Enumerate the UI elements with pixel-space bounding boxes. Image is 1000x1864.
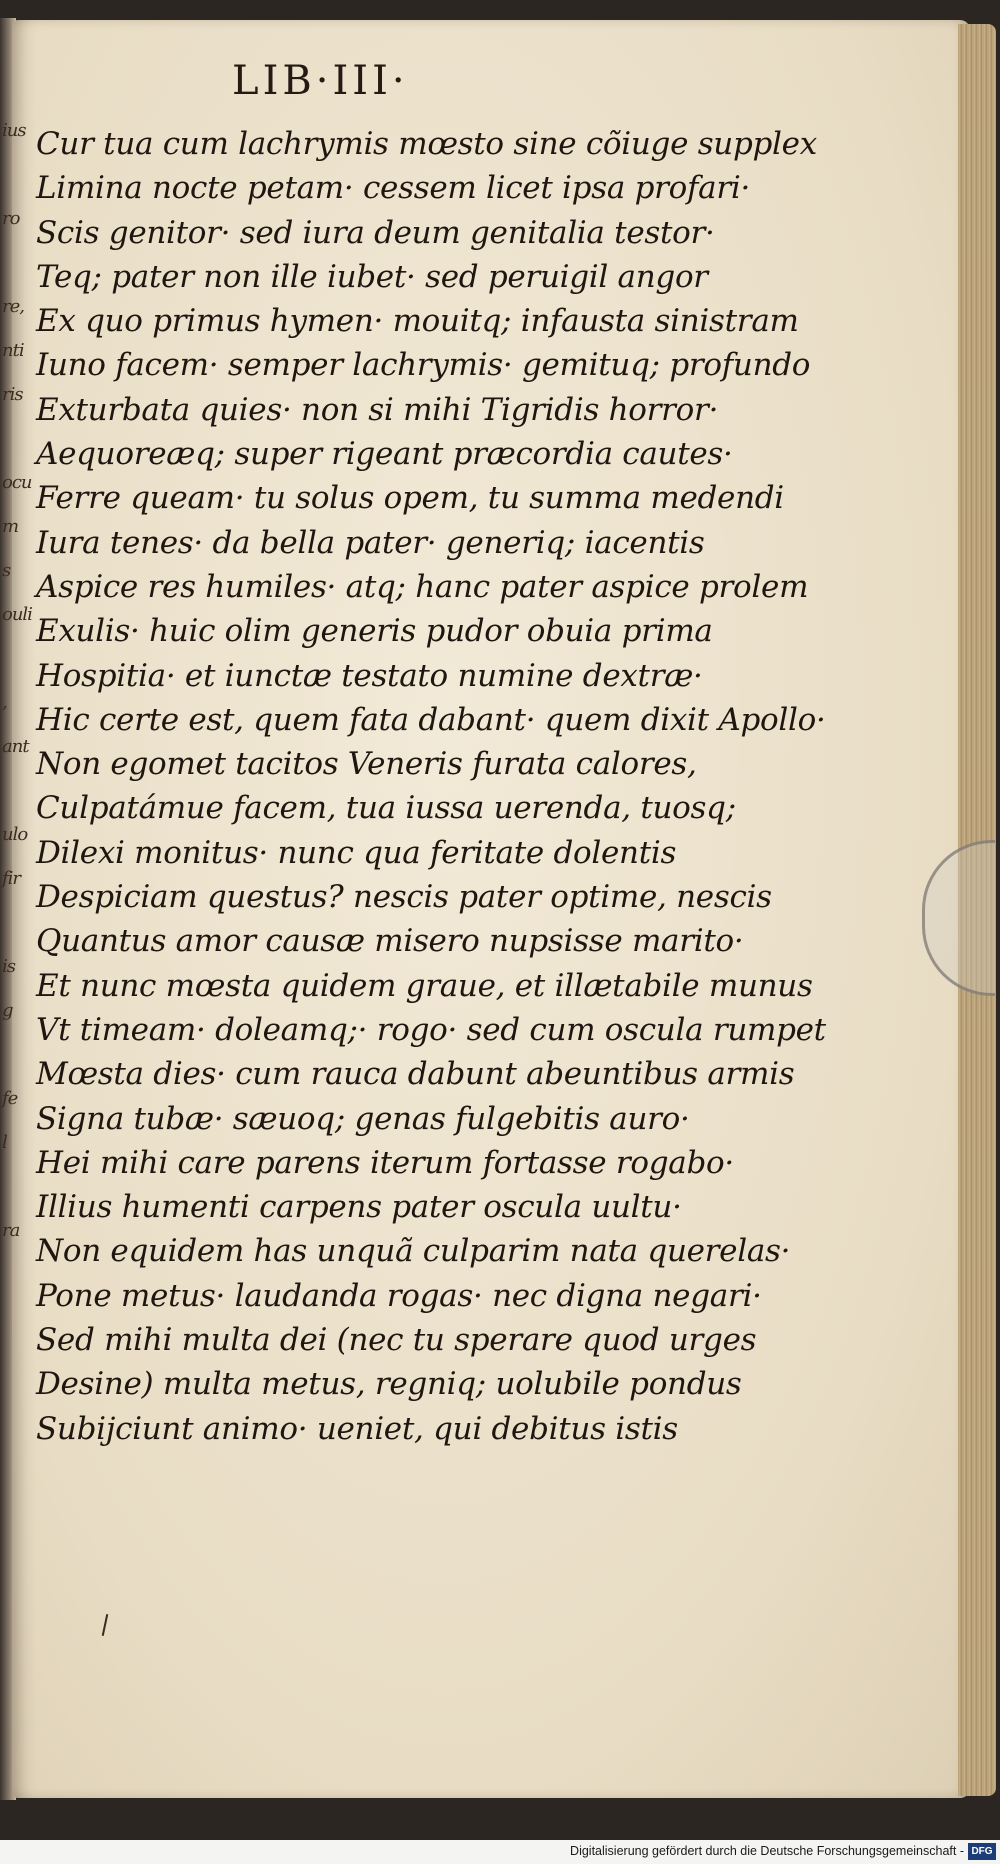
dfg-logo: DFG [968, 1843, 996, 1860]
verse-line: Vt timeam· doleamq;· rogo· sed cum oscula rumpet [36, 1011, 826, 1048]
gutter-fragment: ulo [2, 824, 28, 845]
gutter-fragment: ro [2, 208, 20, 229]
gutter-fragment: fir [2, 868, 21, 889]
footer-bar [0, 1840, 1000, 1864]
verse-line: Subijciunt animo· ueniet, qui debitus istis [36, 1410, 678, 1447]
funding-credit: Digitalisierung gefördert durch die Deutsche Forschungsgemeinschaft - [570, 1844, 964, 1858]
verse-line: Aspice res humiles· atq; hanc pater aspice prolem [36, 568, 809, 605]
verse-line: Aequoreæq; super rigeant præcordia cautes· [36, 436, 733, 473]
verse-line: Hospitia· et iunctæ testato numine dextræ· [36, 657, 703, 694]
gutter-fragment: l [2, 1132, 7, 1153]
gutter-fragment: nti [2, 340, 24, 361]
verse-line: Ferre queam· tu solus opem, tu summa medendi [36, 480, 784, 517]
gutter-fragment: ris [2, 384, 23, 405]
verse-line: Non egomet tacitos Veneris furata calores, [36, 746, 697, 783]
verse-line: Signa tubæ· sæuoq; genas fulgebitis auro· [36, 1100, 690, 1137]
gutter-fragment: is [2, 956, 15, 977]
verse-lines [36, 122, 916, 1451]
verse-line: Limina nocte petam· cessem licet ipsa profari· [36, 170, 751, 207]
verse-line: Scis genitor· sed iura deum genitalia testor· [36, 214, 715, 251]
verse-line: Non equidem has unquã culparim nata querelas· [36, 1233, 791, 1270]
verse-line: Pone metus· laudanda rogas· nec digna negari· [36, 1277, 762, 1314]
verse-line: Illius humenti carpens pater oscula uultu· [36, 1189, 682, 1226]
verse-line: Iuno facem· semper lachrymis· gemituq; profundo [36, 347, 811, 384]
running-header: LIB·III· [232, 58, 409, 104]
gutter-fragment: s [2, 560, 11, 581]
verse-line: Cur tua cum lachrymis mœsto sine cõiuge supplex [36, 126, 817, 162]
gutter-fragments [0, 120, 32, 1320]
verse-line: Et nunc mœsta quidem graue, et illætabile munus [36, 967, 813, 1004]
verse-line: Quantus amor causæ misero nupsisse marito· [36, 923, 744, 960]
gutter-fragment: m [2, 516, 19, 537]
verse-line: Teq; pater non ille iubet· sed peruigil angor [36, 258, 708, 295]
verse-line: Hei mihi care parens iterum fortasse rogabo· [36, 1144, 734, 1181]
verse-line: Desine) multa metus, regniq; uolubile pondus [36, 1366, 742, 1403]
gutter-fragment: ouli [2, 604, 32, 625]
gutter-fragment: g [2, 1000, 13, 1021]
gutter-fragment: ant [2, 736, 29, 757]
verse-line: Despiciam questus? nescis pater optime, nescis [36, 879, 772, 916]
verse-line: Ex quo primus hymen· mouitq; infausta sinistram [36, 303, 799, 340]
gutter-fragment: ius [2, 120, 26, 141]
verse-line: Exulis· huic olim generis pudor obuia prima [36, 613, 713, 650]
gutter-fragment: fe [2, 1088, 18, 1109]
verse-line: Exturbata quies· non si mihi Tigridis horror· [36, 391, 719, 428]
verse-line: Sed mihi multa dei (nec tu sperare quod urges [36, 1322, 757, 1359]
verse-line: Mœsta dies· cum rauca dabunt abeuntibus armis [36, 1056, 795, 1093]
verse-line: Hic certe est, quem fata dabant· quem dixit Apollo· [36, 701, 826, 738]
gutter-fragment: ra [2, 1220, 20, 1241]
verse-line: Culpatámue facem, tua iussa uerenda, tuosq; [36, 790, 736, 827]
gutter-fragment: re, [2, 296, 24, 317]
verse-line: Dilexi monitus· nunc qua feritate dolentis [36, 834, 677, 871]
gutter-fragment: , [2, 692, 7, 713]
gutter-fragment: ocu [2, 472, 32, 493]
verse-line: Iura tenes· da bella pater· generiq; iacentis [36, 524, 705, 561]
